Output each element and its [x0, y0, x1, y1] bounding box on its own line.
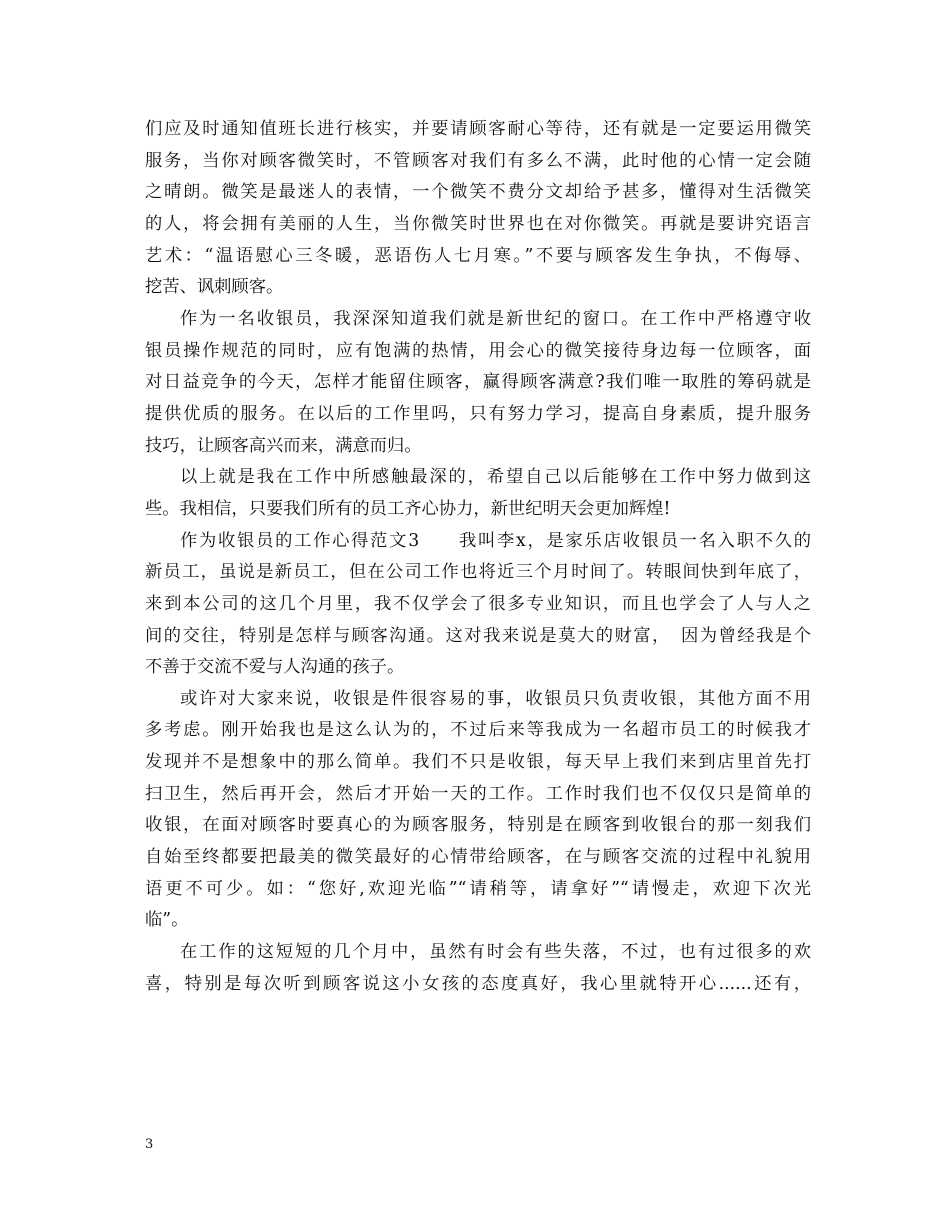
text-line: 来到本公司的这几个月里，我不仅学会了很多专业知识，而且也学会了人与人之 — [145, 593, 811, 614]
text-line: 以上就是我在工作中所感触最深的，希望自己以后能够在工作中努力做到这 — [180, 467, 811, 488]
text-line: 发现并不是想象中的那么简单。我们不只是收银，每天早上我们来到店里首先打 — [145, 752, 811, 773]
text-line: 作为收银员的工作心得范文3 我叫李x，是家乐店收银员一名入职不久的 — [180, 530, 811, 551]
text-line: 提供优质的服务。在以后的工作里吗，只有努力学习，提高自身素质，提升服务 — [145, 403, 811, 424]
text-line: 语更不可少。如：“您好,欢迎光临”“请稍等，请拿好”“请慢走，欢迎下次光 — [145, 878, 811, 899]
text-line: 在工作的这短短的几个月中，虽然有时会有些失落，不过，也有过很多的欢 — [180, 942, 811, 963]
text-line: 新员工，虽说是新员工，但在公司工作也将近三个月时间了。转眼间快到年底了， — [145, 562, 811, 583]
text-line: 艺术：“温语慰心三冬暖，恶语伤人七月寒。”不要与顾客发生争执，不侮辱、 — [145, 245, 811, 266]
text-line: 些。我相信，只要我们所有的员工齐心协力，新世纪明天会更加辉煌! — [145, 498, 671, 519]
text-line: 技巧，让顾客高兴而来，满意而归。 — [145, 435, 422, 456]
text-line: 自始至终都要把最美的微笑最好的心情带给顾客，在与顾客交流的过程中礼貌用 — [145, 847, 811, 868]
paragraph — [145, 114, 811, 304]
paragraph — [145, 684, 811, 937]
text-line: 扫卫生，然后再开会，然后才开始一天的工作。工作时我们也不仅仅只是简单的 — [145, 783, 811, 804]
text-line: 多考虑。刚开始我也是这么认为的，不过后来等我成为一名超市员工的时候我才 — [145, 720, 811, 741]
text-line: 不善于交流不爱与人沟通的孩子。 — [145, 657, 405, 678]
paragraph — [145, 462, 811, 525]
text-line: 对日益竞争的今天，怎样才能留住顾客，赢得顾客满意?我们唯一取胜的筹码就是 — [145, 372, 811, 393]
text-line: 服务，当你对顾客微笑时，不管顾客对我们有多么不满，此时他的心情一定会随 — [145, 150, 811, 171]
text-line: 间的交往，特别是怎样与顾客沟通。这对我来说是莫大的财富， 因为曾经我是个 — [145, 625, 811, 646]
paragraph — [145, 937, 811, 1000]
paragraph — [145, 304, 811, 462]
paragraph — [145, 526, 811, 684]
text-line: 收银，在面对顾客时要真心的为顾客服务，特别是在顾客到收银台的那一刻我们 — [145, 815, 811, 836]
text-line: 银员操作规范的同时，应有饱满的热情，用会心的微笑接待身边每一位顾客，面 — [145, 340, 811, 361]
text-line: 的人，将会拥有美丽的人生，当你微笑时世界也在对你微笑。再就是要讲究语言 — [145, 213, 811, 234]
page-number: 3 — [145, 1137, 154, 1152]
text-line: 作为一名收银员，我深深知道我们就是新世纪的窗口。在工作中严格遵守收 — [180, 308, 811, 329]
text-line: 挖苦、讽刺顾客。 — [145, 277, 284, 298]
text-line: 临”。 — [145, 910, 189, 931]
text-line: 喜，特别是每次听到顾客说这小女孩的态度真好，我心里就特开心......还有， — [145, 973, 811, 994]
text-line: 或许对大家来说，收银是件很容易的事，收银员只负责收银，其他方面不用 — [180, 688, 811, 709]
body-text — [145, 114, 811, 1000]
text-line: 之晴朗。微笑是最迷人的表情，一个微笑不费分文却给予甚多，懂得对生活微笑 — [145, 182, 811, 203]
text-line: 们应及时通知值班长进行核实，并要请顾客耐心等待，还有就是一定要运用微笑 — [145, 119, 811, 139]
